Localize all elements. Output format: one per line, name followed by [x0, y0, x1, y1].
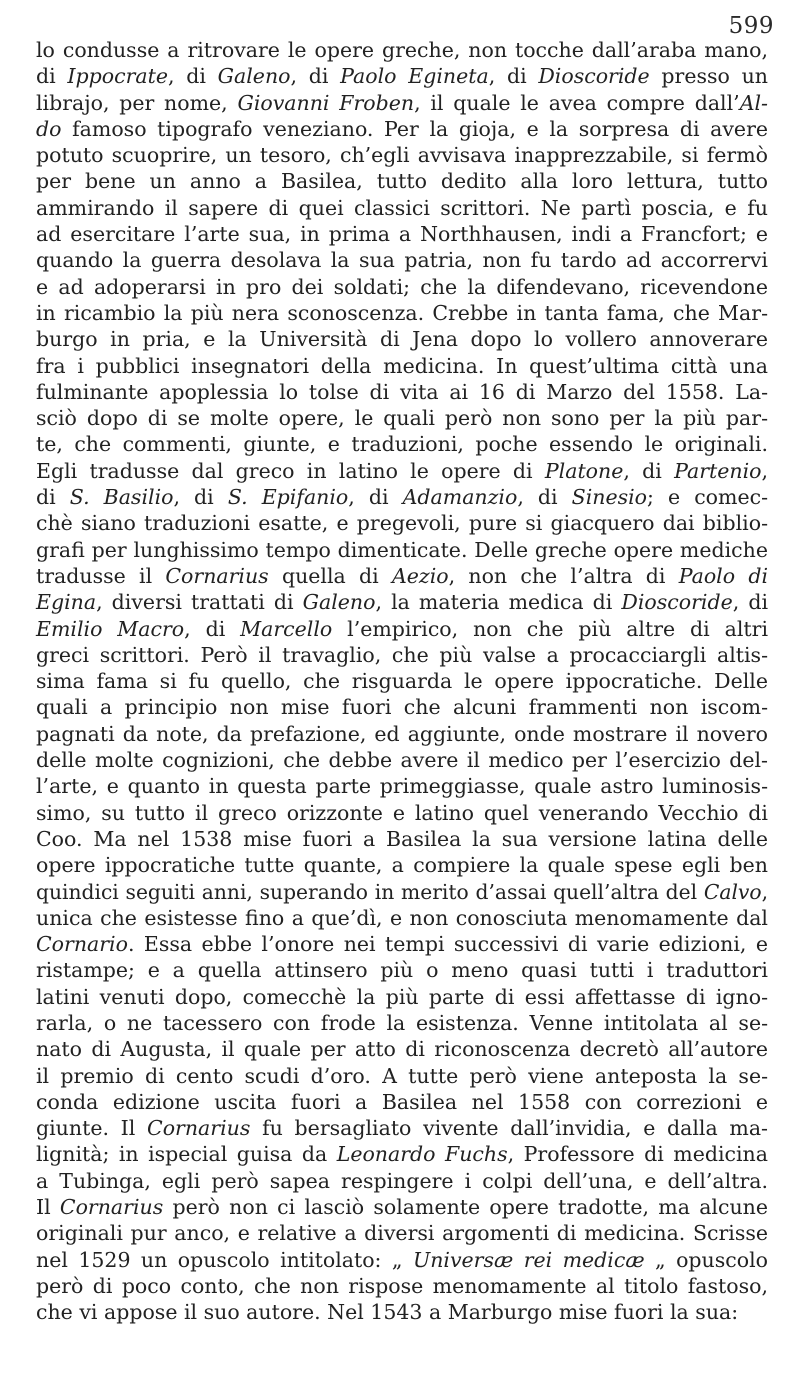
- italic-text-segment: Cornarius: [59, 1195, 164, 1220]
- text-line: [36, 510, 768, 536]
- italic-text-segment: Galeno: [217, 64, 291, 89]
- text-line: [36, 773, 768, 799]
- text-segment: di: [36, 485, 70, 510]
- text-line: [36, 405, 768, 431]
- text-segment: sciò dopo di se molte opere, le quali però non sono per la più par-: [36, 406, 768, 431]
- text-segment: quindici seguiti anni, superando in merito d’assai quell’altra del: [36, 879, 704, 904]
- text-line: [36, 300, 768, 326]
- italic-text-segment: Aezio: [391, 563, 449, 588]
- text-segment: quella di: [268, 563, 392, 588]
- text-segment: quali a principio non mise fuori che alcuni frammenti non iscom-: [36, 695, 768, 720]
- text-segment: opere ippocratiche tutte quante, a compiere la quale spese egli ben: [36, 853, 768, 878]
- italic-text-segment: Calvo: [703, 879, 762, 904]
- text-segment: „ opuscolo: [644, 1247, 768, 1272]
- italic-text-segment: Cornario: [36, 932, 128, 957]
- text-line: [36, 616, 768, 642]
- text-segment: l’arte, e quanto in questa parte primeggiasse, quale astro luminosis-: [36, 774, 768, 799]
- text-segment: lo condusse a ritrovare le opere greche, non tocche dall’araba mano,: [36, 38, 768, 62]
- text-segment: sima fama si fu quello, che risguarda le opere ippocratiche. Delle: [36, 669, 768, 694]
- text-segment: di: [36, 64, 68, 89]
- text-segment: , non che l’altra di: [448, 563, 679, 588]
- text-line: [36, 694, 768, 720]
- text-segment: a Tubinga, egli però sapea respingere i colpi dell’una, e dell’altra.: [36, 1168, 768, 1193]
- italic-text-segment: Cornarius: [165, 563, 269, 588]
- text-line: [36, 1115, 768, 1141]
- text-line: [36, 721, 768, 747]
- text-segment: famoso tipografo veneziano. Per la gioja, e la sorpresa di avere: [61, 116, 768, 141]
- text-line: [36, 642, 768, 668]
- text-segment: te, che commenti, giunte, e traduzioni, poche essendo le originali.: [36, 432, 768, 457]
- text-segment: l’empirico, non che più altre di altri: [332, 616, 768, 641]
- text-segment: ammirando il sapere di quei classici scrittori. Ne partì poscia, e fu: [36, 195, 768, 220]
- text-line: [36, 1194, 768, 1220]
- text-segment: , la materia medica di: [375, 590, 622, 615]
- text-line: [36, 852, 768, 878]
- text-segment: tradusse il: [36, 563, 166, 588]
- text-segment: , di: [167, 64, 218, 89]
- text-line: [36, 957, 768, 983]
- text-line: [36, 1063, 768, 1089]
- text-segment: fulminante apoplessia lo tolse di vita ai 16 di Marzo del 1558. La-: [36, 379, 768, 404]
- text-segment: Egli tradusse dal greco in latino le opere di: [36, 458, 545, 483]
- italic-text-segment: Dioscoride: [621, 590, 733, 615]
- text-line: [36, 826, 768, 852]
- text-segment: burgo in pria, e la Università di Jena dopo lo vollero annoverare: [36, 327, 768, 352]
- text-line: [36, 142, 768, 168]
- text-segment: che vi appose il suo autore. Nel 1543 a Marburgo mise fuori la sua:: [36, 1300, 739, 1325]
- text-line: [36, 1089, 768, 1115]
- text-segment: , di: [488, 64, 539, 89]
- text-segment: ,: [761, 458, 769, 483]
- italic-text-segment: Dioscoride: [538, 64, 650, 89]
- italic-text-segment: S. Basilio: [69, 485, 174, 510]
- text-line: [36, 1247, 768, 1273]
- text-line: [36, 37, 768, 63]
- text-segment: rarla, o ne tacessero con frode la esistenza. Venne intitolata al se-: [36, 1010, 768, 1035]
- text-segment: presso un: [649, 64, 768, 89]
- text-line: [36, 326, 768, 352]
- text-segment: , di: [173, 485, 228, 510]
- text-segment: , il quale le avea compre dall’: [414, 90, 740, 115]
- text-segment: conda edizione uscita fuori a Basilea nel 1558 con correzioni e: [36, 1089, 768, 1114]
- text-segment: librajo, per nome,: [36, 90, 238, 115]
- text-line: [36, 879, 768, 905]
- text-segment: ad esercitare l’arte sua, in prima a Northhausen, indi a Francfort; e: [36, 222, 768, 247]
- text-segment: però di poco conto, che non rispose menomamente al titolo fastoso,: [36, 1273, 768, 1298]
- text-segment: chè siano traduzioni esatte, e pregevoli, pure si giacquero dai biblio-: [36, 511, 768, 536]
- text-segment: fu bersagliato vivente dall’invidia, e dalla ma-: [250, 1116, 768, 1141]
- text-line: [36, 458, 768, 484]
- italic-text-segment: Universæ rei medicæ: [412, 1247, 645, 1272]
- italic-text-segment: Partenio: [674, 458, 762, 483]
- text-line: [36, 747, 768, 773]
- text-segment: nel 1529 un opuscolo intitolato: „: [36, 1247, 413, 1272]
- text-segment: ,: [761, 879, 768, 904]
- text-line: [36, 90, 768, 116]
- italic-text-segment: Emilio Macro: [36, 616, 185, 641]
- text-line: [36, 484, 768, 510]
- text-segment: e ad adoperarsi in pro dei soldati; che la difendevano, ricevendone: [36, 274, 768, 299]
- text-line: [36, 1168, 768, 1194]
- text-segment: ristampe; e a quella attinsero più o meno quasi tutti i traduttori: [36, 958, 768, 983]
- text-segment: simo, su tutto il greco orizzonte e latino quel venerando Vecchio di: [36, 800, 768, 825]
- text-segment: unica che esistesse fino a que’dì, e non conosciuta menomamente dal: [36, 905, 768, 930]
- text-line: [36, 1141, 768, 1167]
- text-segment: , Professore di medicina: [507, 1142, 768, 1167]
- italic-text-segment: Ippocrate: [67, 64, 168, 89]
- text-segment: giunte. Il: [36, 1116, 148, 1141]
- text-line: [36, 379, 768, 405]
- text-segment: Il: [36, 1195, 60, 1220]
- text-line: [36, 274, 768, 300]
- italic-text-segment: S. Epifanio: [227, 485, 349, 510]
- text-line: [36, 168, 768, 194]
- text-line: [36, 1036, 768, 1062]
- text-segment: delle molte cognizioni, che debbe avere il medico per l’esercizio del-: [36, 748, 768, 773]
- text-segment: , di: [623, 458, 675, 483]
- italic-text-segment: Egina: [36, 590, 97, 615]
- text-line: [36, 905, 768, 931]
- text-segment: originali pur anco, e relative a diversi argomenti di medicina. Scrisse: [36, 1221, 768, 1246]
- text-segment: , diversi trattati di: [96, 590, 303, 615]
- text-segment: nato di Augusta, il quale per atto di riconoscenza decretò all’autore: [36, 1037, 768, 1062]
- text-segment: potuto scuoprire, un tesoro, ch’egli avvisava inapprezzabile, si fermò: [36, 143, 768, 168]
- text-line: [36, 1299, 768, 1325]
- italic-text-segment: Adamanzio: [402, 485, 518, 510]
- text-segment: , di: [184, 616, 241, 641]
- text-line: [36, 537, 768, 563]
- text-line: [36, 668, 768, 694]
- italic-text-segment: Al-: [739, 90, 768, 115]
- text-line: [36, 353, 768, 379]
- italic-text-segment: Platone: [544, 458, 624, 483]
- italic-text-segment: Cornarius: [147, 1116, 251, 1141]
- text-segment: , di: [732, 590, 768, 615]
- italic-text-segment: Leonardo Fuchs: [336, 1142, 508, 1167]
- text-line: [36, 431, 768, 457]
- text-line: [36, 221, 768, 247]
- text-segment: ; e comec-: [647, 485, 769, 510]
- italic-text-segment: Sinesio: [571, 485, 648, 510]
- italic-text-segment: Marcello: [240, 616, 333, 641]
- text-segment: Coo. Ma nel 1538 mise fuori a Basilea la sua versione latina delle: [36, 826, 768, 851]
- italic-text-segment: do: [36, 116, 62, 141]
- text-line: [36, 63, 768, 89]
- text-segment: quando la guerra desolava la sua patria, non fu tardo ad accorrervi: [36, 248, 768, 273]
- text-line: [36, 931, 768, 957]
- text-segment: il premio di cento scudi d’oro. A tutte però viene anteposta la se-: [36, 1063, 768, 1088]
- text-line: [36, 563, 768, 589]
- body-text: [36, 37, 768, 1326]
- text-line: [36, 589, 768, 615]
- text-segment: pagnati da note, da prefazione, ed aggiunte, onde mostrare il novero: [36, 721, 768, 746]
- text-segment: , di: [348, 485, 403, 510]
- text-segment: grafi per lunghissimo tempo dimenticate. Delle greche opere mediche: [36, 537, 768, 562]
- italic-text-segment: Galeno: [302, 590, 376, 615]
- text-segment: fra i pubblici insegnatori della medicina. In quest’ultima città una: [36, 353, 768, 378]
- text-line: [36, 984, 768, 1010]
- text-segment: greci scrittori. Però il travaglio, che più valse a procacciargli altis-: [36, 642, 768, 667]
- text-segment: in ricambio la più nera sconoscenza. Crebbe in tanta fama, che Mar-: [36, 300, 768, 325]
- text-line: [36, 247, 768, 273]
- text-segment: , di: [517, 485, 572, 510]
- text-segment: però non ci lasciò solamente opere tradotte, ma alcune: [163, 1195, 768, 1220]
- italic-text-segment: Paolo di: [678, 563, 769, 588]
- italic-text-segment: Paolo Egineta: [340, 64, 489, 89]
- page-number: 599: [728, 13, 774, 39]
- text-line: [36, 195, 768, 221]
- text-segment: per bene un anno a Basilea, tutto dedito alla loro lettura, tutto: [36, 169, 768, 194]
- text-line: [36, 116, 768, 142]
- text-segment: latini venuti dopo, comecchè la più parte di essi affettasse di igno-: [36, 984, 768, 1009]
- text-segment: lignità; in ispecial guisa da: [36, 1142, 337, 1167]
- text-segment: . Essa ebbe l’onore nei tempi successivi di varie edizioni, e: [127, 932, 768, 957]
- text-line: [36, 1220, 768, 1246]
- text-line: [36, 1010, 768, 1036]
- text-line: [36, 800, 768, 826]
- text-segment: , di: [290, 64, 341, 89]
- italic-text-segment: Giovanni Froben: [237, 90, 415, 115]
- text-line: [36, 1273, 768, 1299]
